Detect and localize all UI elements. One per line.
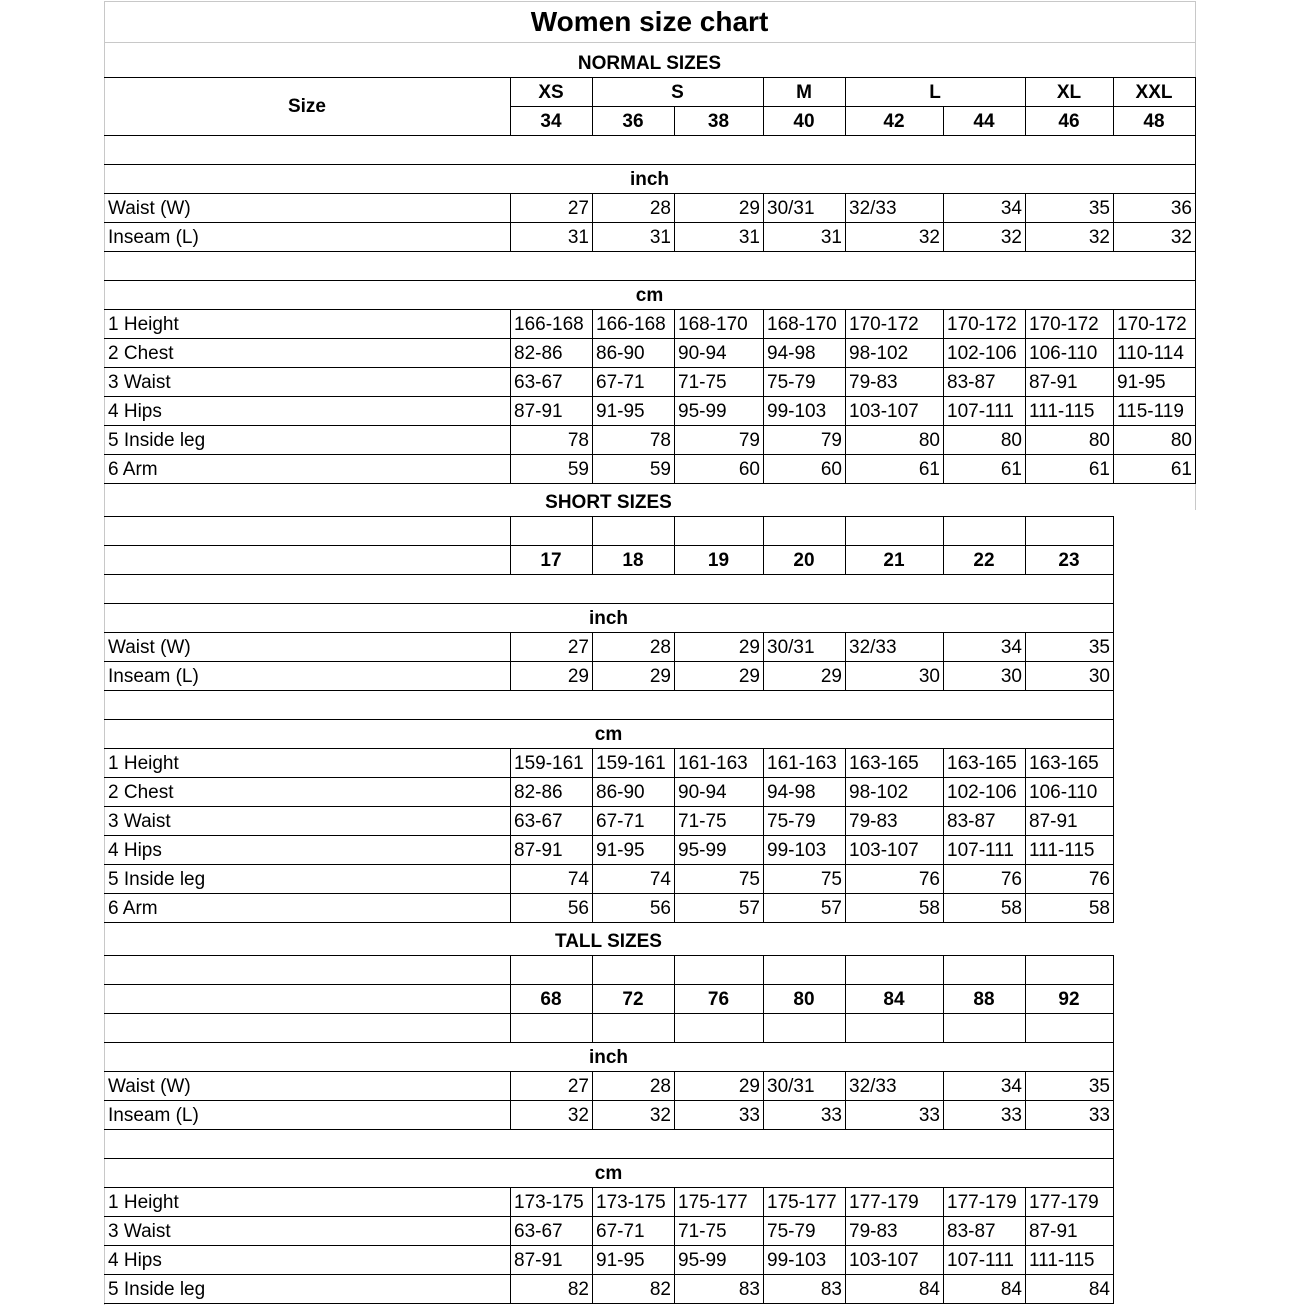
value-cell: 170-172 (947, 314, 1017, 335)
value-cell: 27 (567, 637, 589, 658)
value-cell: 177-179 (849, 1192, 919, 1213)
row-label: Inseam (L) (108, 666, 199, 687)
row-label: Inseam (L) (108, 1105, 199, 1126)
value-cell: 87-91 (1029, 372, 1078, 393)
value-cell: 110-114 (1117, 343, 1184, 364)
row-label: Waist (W) (108, 198, 191, 219)
value-cell: 30 (1000, 666, 1022, 687)
value-cell: 103-107 (849, 401, 919, 422)
value-cell: 33 (738, 1105, 760, 1126)
size-number: 80 (793, 989, 815, 1010)
size-letter-xxl: XXL (1135, 82, 1173, 103)
value-cell: 173-175 (514, 1192, 584, 1213)
value-cell: 99-103 (767, 401, 827, 422)
size-number: 19 (707, 550, 730, 571)
value-cell: 175-177 (678, 1192, 748, 1213)
value-cell: 79-83 (849, 1221, 898, 1242)
size-letter-s: S (671, 82, 684, 103)
value-cell: 79 (738, 430, 760, 451)
row-label: 5 Inside leg (108, 430, 206, 451)
value-cell: 58 (918, 898, 940, 919)
tall-inch-label: inch (588, 1047, 629, 1068)
value-cell: 34 (1000, 1076, 1022, 1097)
value-cell: 67-71 (596, 372, 645, 393)
row-label: 4 Hips (108, 840, 162, 861)
value-cell: 82-86 (514, 343, 563, 364)
value-cell: 159-161 (596, 753, 666, 774)
value-cell: 30 (1088, 666, 1110, 687)
value-cell: 82 (649, 1279, 671, 1300)
value-cell: 32 (1170, 227, 1192, 248)
size-number: 92 (1058, 989, 1080, 1010)
value-cell: 75-79 (767, 1221, 816, 1242)
value-cell: 107-111 (947, 840, 1014, 861)
size-letter-m: M (796, 82, 812, 103)
value-cell: 31 (738, 227, 760, 248)
row-label: 4 Hips (108, 1250, 162, 1271)
value-cell: 111-115 (1029, 840, 1095, 861)
value-cell: 33 (820, 1105, 842, 1126)
value-cell: 32 (567, 1105, 589, 1126)
short-cm-label: cm (594, 724, 623, 745)
value-cell: 61 (918, 459, 940, 480)
value-cell: 161-163 (678, 753, 748, 774)
value-cell: 177-179 (1029, 1192, 1099, 1213)
value-cell: 36 (1170, 198, 1192, 219)
value-cell: 29 (820, 666, 842, 687)
grid-line (1113, 516, 1114, 923)
value-cell: 32/33 (849, 637, 897, 658)
value-cell: 32 (649, 1105, 671, 1126)
value-cell: 83 (738, 1279, 760, 1300)
value-cell: 60 (820, 459, 842, 480)
value-cell: 86-90 (596, 782, 645, 803)
row-label: 6 Arm (108, 459, 158, 480)
row-label: Inseam (L) (108, 227, 199, 248)
value-cell: 35 (1088, 1076, 1110, 1097)
value-cell: 94-98 (767, 343, 816, 364)
row-label: 5 Inside leg (108, 1279, 206, 1300)
value-cell: 79-83 (849, 811, 898, 832)
value-cell: 67-71 (596, 811, 645, 832)
value-cell: 76 (918, 869, 940, 890)
value-cell: 173-175 (596, 1192, 666, 1213)
value-cell: 32/33 (849, 198, 897, 219)
value-cell: 90-94 (678, 343, 727, 364)
row-label: 6 Arm (108, 898, 158, 919)
value-cell: 83-87 (947, 372, 996, 393)
value-cell: 90-94 (678, 782, 727, 803)
row-label: 5 Inside leg (108, 869, 206, 890)
value-cell: 30 (918, 666, 940, 687)
value-cell: 56 (567, 898, 589, 919)
value-cell: 84 (918, 1279, 940, 1300)
value-cell: 71-75 (678, 372, 727, 393)
value-cell: 103-107 (849, 840, 919, 861)
size-number: 76 (707, 989, 730, 1010)
value-cell: 168-170 (678, 314, 748, 335)
value-cell: 67-71 (596, 1221, 645, 1242)
size-letter-l: L (929, 82, 941, 103)
value-cell: 84 (1000, 1279, 1022, 1300)
value-cell: 87-91 (514, 401, 563, 422)
value-cell: 95-99 (678, 840, 727, 861)
value-cell: 106-110 (1029, 782, 1098, 803)
value-cell: 102-106 (947, 782, 1017, 803)
value-cell: 78 (567, 430, 589, 451)
value-cell: 28 (649, 1076, 671, 1097)
value-cell: 83-87 (947, 1221, 996, 1242)
grid-line (1113, 955, 1114, 1304)
value-cell: 94-98 (767, 782, 816, 803)
value-cell: 163-165 (849, 753, 919, 774)
value-cell: 76 (1000, 869, 1022, 890)
value-cell: 74 (567, 869, 589, 890)
value-cell: 91-95 (596, 1250, 645, 1271)
value-cell: 61 (1170, 459, 1192, 480)
value-cell: 30/31 (767, 637, 815, 658)
size-number: 23 (1058, 550, 1080, 571)
row-label: 2 Chest (108, 343, 174, 364)
value-cell: 163-165 (1029, 753, 1099, 774)
value-cell: 32 (1088, 227, 1110, 248)
value-cell: 82 (567, 1279, 589, 1300)
size-number: 20 (793, 550, 815, 571)
value-cell: 102-106 (947, 343, 1017, 364)
tall-cm-label: cm (594, 1163, 623, 1184)
value-cell: 61 (1000, 459, 1022, 480)
value-cell: 87-91 (1029, 811, 1078, 832)
value-cell: 33 (918, 1105, 940, 1126)
value-cell: 29 (738, 637, 760, 658)
size-number: 44 (973, 111, 995, 132)
value-cell: 56 (649, 898, 671, 919)
value-cell: 107-111 (947, 1250, 1014, 1271)
value-cell: 28 (649, 637, 671, 658)
value-cell: 63-67 (514, 1221, 563, 1242)
value-cell: 33 (1000, 1105, 1022, 1126)
value-cell: 63-67 (514, 372, 563, 393)
value-cell: 170-172 (1117, 314, 1187, 335)
value-cell: 35 (1088, 637, 1110, 658)
value-cell: 35 (1088, 198, 1110, 219)
value-cell: 95-99 (678, 1250, 727, 1271)
value-cell: 83-87 (947, 811, 996, 832)
row-label: 1 Height (108, 753, 179, 774)
size-label: Size (287, 96, 327, 117)
short-sizes-heading: SHORT SIZES (545, 492, 672, 513)
value-cell: 82-86 (514, 782, 563, 803)
value-cell: 60 (738, 459, 760, 480)
value-cell: 59 (649, 459, 671, 480)
value-cell: 75 (738, 869, 760, 890)
value-cell: 29 (738, 198, 760, 219)
row-label: 4 Hips (108, 401, 162, 422)
value-cell: 175-177 (767, 1192, 837, 1213)
value-cell: 75-79 (767, 811, 816, 832)
size-number: 72 (622, 989, 644, 1010)
value-cell: 166-168 (514, 314, 584, 335)
value-cell: 177-179 (947, 1192, 1017, 1213)
value-cell: 111-115 (1029, 401, 1095, 422)
size-letter-xs: XS (538, 82, 564, 103)
value-cell: 74 (649, 869, 671, 890)
value-cell: 30/31 (767, 198, 815, 219)
size-number: 88 (973, 989, 995, 1010)
page-title: Women size chart (530, 6, 769, 37)
value-cell: 98-102 (849, 343, 909, 364)
value-cell: 29 (649, 666, 671, 687)
row-label: 3 Waist (108, 811, 171, 832)
value-cell: 34 (1000, 637, 1022, 658)
normal-cm-label: cm (635, 285, 664, 306)
value-cell: 80 (1088, 430, 1110, 451)
value-cell: 87-91 (1029, 1221, 1078, 1242)
size-number: 40 (793, 111, 815, 132)
value-cell: 115-119 (1117, 401, 1184, 422)
row-label: 3 Waist (108, 372, 171, 393)
value-cell: 28 (649, 198, 671, 219)
value-cell: 27 (567, 1076, 589, 1097)
value-cell: 31 (820, 227, 842, 248)
value-cell: 79-83 (849, 372, 898, 393)
value-cell: 170-172 (849, 314, 919, 335)
value-cell: 78 (649, 430, 671, 451)
value-cell: 75 (820, 869, 842, 890)
row-label: 1 Height (108, 314, 179, 335)
value-cell: 33 (1088, 1105, 1110, 1126)
grid-line (1195, 77, 1196, 484)
value-cell: 98-102 (849, 782, 909, 803)
row-label: Waist (W) (108, 1076, 191, 1097)
size-number: 36 (622, 111, 644, 132)
value-cell: 168-170 (767, 314, 837, 335)
value-cell: 34 (1000, 198, 1022, 219)
value-cell: 29 (738, 666, 760, 687)
value-cell: 59 (567, 459, 589, 480)
size-number: 84 (883, 989, 905, 1010)
value-cell: 58 (1088, 898, 1110, 919)
value-cell: 31 (649, 227, 671, 248)
value-cell: 106-110 (1029, 343, 1098, 364)
size-number: 42 (883, 111, 905, 132)
value-cell: 79 (820, 430, 842, 451)
value-cell: 111-115 (1029, 1250, 1095, 1271)
size-number: 34 (540, 111, 562, 132)
size-letter-xl: XL (1056, 82, 1082, 103)
row-label: 3 Waist (108, 1221, 171, 1242)
value-cell: 166-168 (596, 314, 666, 335)
tall-sizes-heading: TALL SIZES (555, 931, 662, 952)
row-label: 1 Height (108, 1192, 179, 1213)
value-cell: 75-79 (767, 372, 816, 393)
size-number: 17 (540, 550, 562, 571)
value-cell: 61 (1088, 459, 1110, 480)
value-cell: 29 (738, 1076, 760, 1097)
value-cell: 27 (567, 198, 589, 219)
value-cell: 80 (918, 430, 940, 451)
short-inch-label: inch (588, 608, 629, 629)
value-cell: 57 (738, 898, 760, 919)
grid-line (104, 42, 1196, 43)
value-cell: 87-91 (514, 1250, 563, 1271)
size-number: 68 (540, 989, 562, 1010)
value-cell: 84 (1088, 1279, 1110, 1300)
normal-sizes-heading: NORMAL SIZES (577, 53, 722, 74)
value-cell: 76 (1088, 869, 1110, 890)
value-cell: 87-91 (514, 840, 563, 861)
value-cell: 107-111 (947, 401, 1014, 422)
value-cell: 91-95 (596, 401, 645, 422)
value-cell: 83 (820, 1279, 842, 1300)
value-cell: 86-90 (596, 343, 645, 364)
row-label: 2 Chest (108, 782, 174, 803)
value-cell: 32 (918, 227, 940, 248)
value-cell: 29 (567, 666, 589, 687)
size-number: 18 (622, 550, 644, 571)
value-cell: 99-103 (767, 840, 827, 861)
value-cell: 161-163 (767, 753, 837, 774)
value-cell: 71-75 (678, 811, 727, 832)
value-cell: 57 (820, 898, 842, 919)
value-cell: 80 (1000, 430, 1022, 451)
size-number: 22 (973, 550, 995, 571)
size-number: 21 (883, 550, 905, 571)
size-number: 48 (1143, 111, 1165, 132)
value-cell: 99-103 (767, 1250, 827, 1271)
size-number: 38 (707, 111, 730, 132)
value-cell: 163-165 (947, 753, 1017, 774)
value-cell: 32 (1000, 227, 1022, 248)
value-cell: 63-67 (514, 811, 563, 832)
value-cell: 95-99 (678, 401, 727, 422)
value-cell: 91-95 (1117, 372, 1166, 393)
value-cell: 103-107 (849, 1250, 919, 1271)
size-number: 46 (1058, 111, 1080, 132)
value-cell: 31 (567, 227, 589, 248)
value-cell: 159-161 (514, 753, 584, 774)
value-cell: 32/33 (849, 1076, 897, 1097)
row-label: Waist (W) (108, 637, 191, 658)
normal-inch-label: inch (629, 169, 670, 190)
value-cell: 58 (1000, 898, 1022, 919)
value-cell: 170-172 (1029, 314, 1099, 335)
value-cell: 30/31 (767, 1076, 815, 1097)
value-cell: 71-75 (678, 1221, 727, 1242)
value-cell: 91-95 (596, 840, 645, 861)
value-cell: 80 (1170, 430, 1192, 451)
